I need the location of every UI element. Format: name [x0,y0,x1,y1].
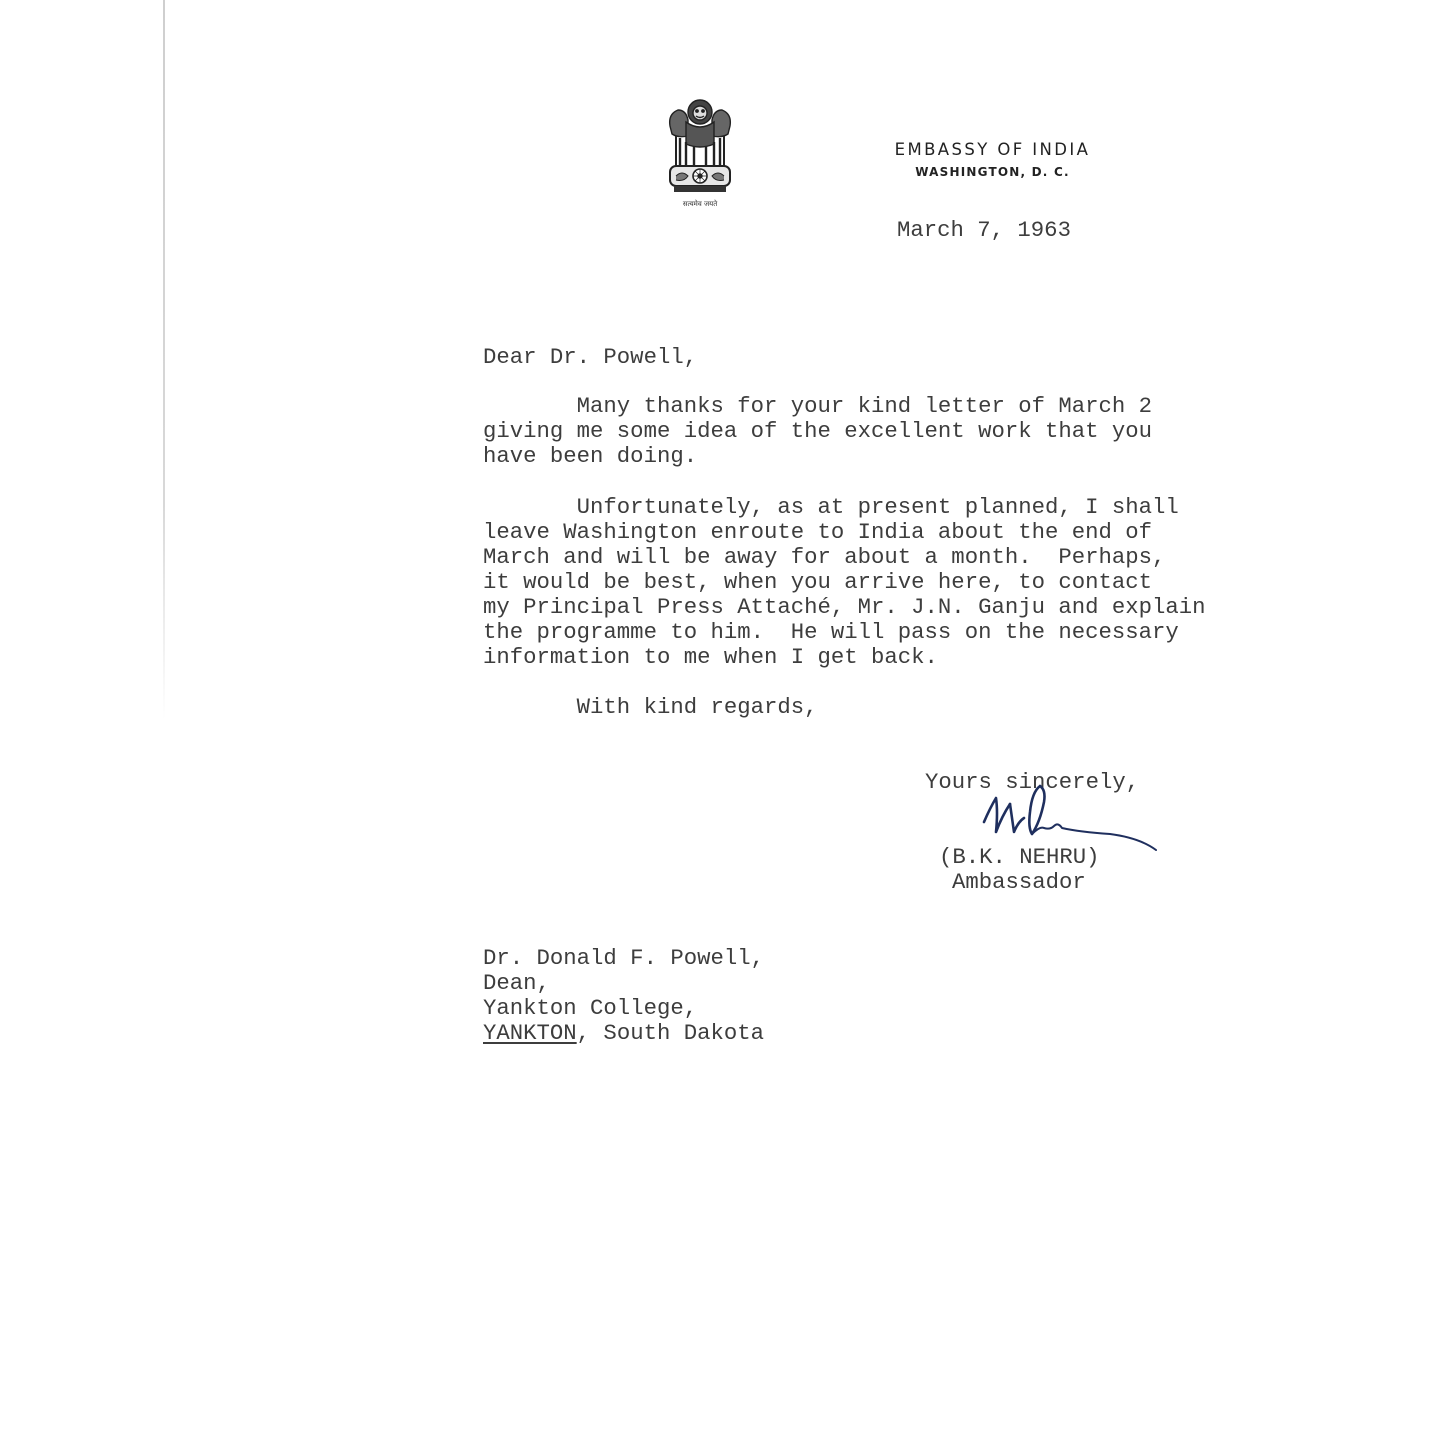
paragraph-line: leave Washington enroute to India about the end of [483,519,1153,545]
letterhead [860,140,1125,181]
emblem-motto: सत्यमेव जयते [682,200,718,208]
recipient-institution: Yankton College, [483,995,698,1021]
signer-name: (B.K. NEHRU) [939,844,1100,870]
paragraph-line: my Principal Press Attaché, Mr. J.N. Ganju and explain [483,594,1206,620]
paragraph-line: it would be best, when you arrive here, to contact [483,569,1153,595]
recipient-title: Dean, [483,970,550,996]
recipient-name: Dr. Donald F. Powell, [483,945,764,971]
recipient-city-line [483,1021,764,1046]
body-paragraph-2 [483,495,1206,670]
signer-title: Ambassador [952,869,1086,895]
paragraph-line: the programme to him. He will pass on the necessary [483,619,1179,645]
paragraph-line: giving me some idea of the excellent work that you [483,418,1153,444]
letter-date: March 7, 1963 [897,217,1071,243]
salutation: Dear Dr. Powell, [483,344,698,370]
valediction: Yours sincerely, [925,769,1140,795]
paragraph-line: have been doing. [483,443,698,469]
paragraph-line: Unfortunately, as at present planned, I shall [483,494,1179,520]
organization-name: EMBASSY OF INDIA [894,140,1091,159]
body-paragraph-1 [483,394,1152,469]
recipient-address [483,946,764,1046]
closing-regards: With kind regards, [483,694,818,720]
paragraph-line: information to me when I get back. [483,644,938,670]
organization-location: WASHINGTON, D. C. [915,165,1070,179]
paragraph-line: March and will be away for about a month. Perhaps, [483,544,1166,570]
scan-page-edge [163,0,165,720]
recipient-state: , South Dakota [576,1020,764,1046]
paragraph-line: Many thanks for your kind letter of March 2 [483,393,1153,419]
state-emblem-of-india-icon [664,96,736,216]
recipient-city: YANKTON [483,1020,577,1046]
